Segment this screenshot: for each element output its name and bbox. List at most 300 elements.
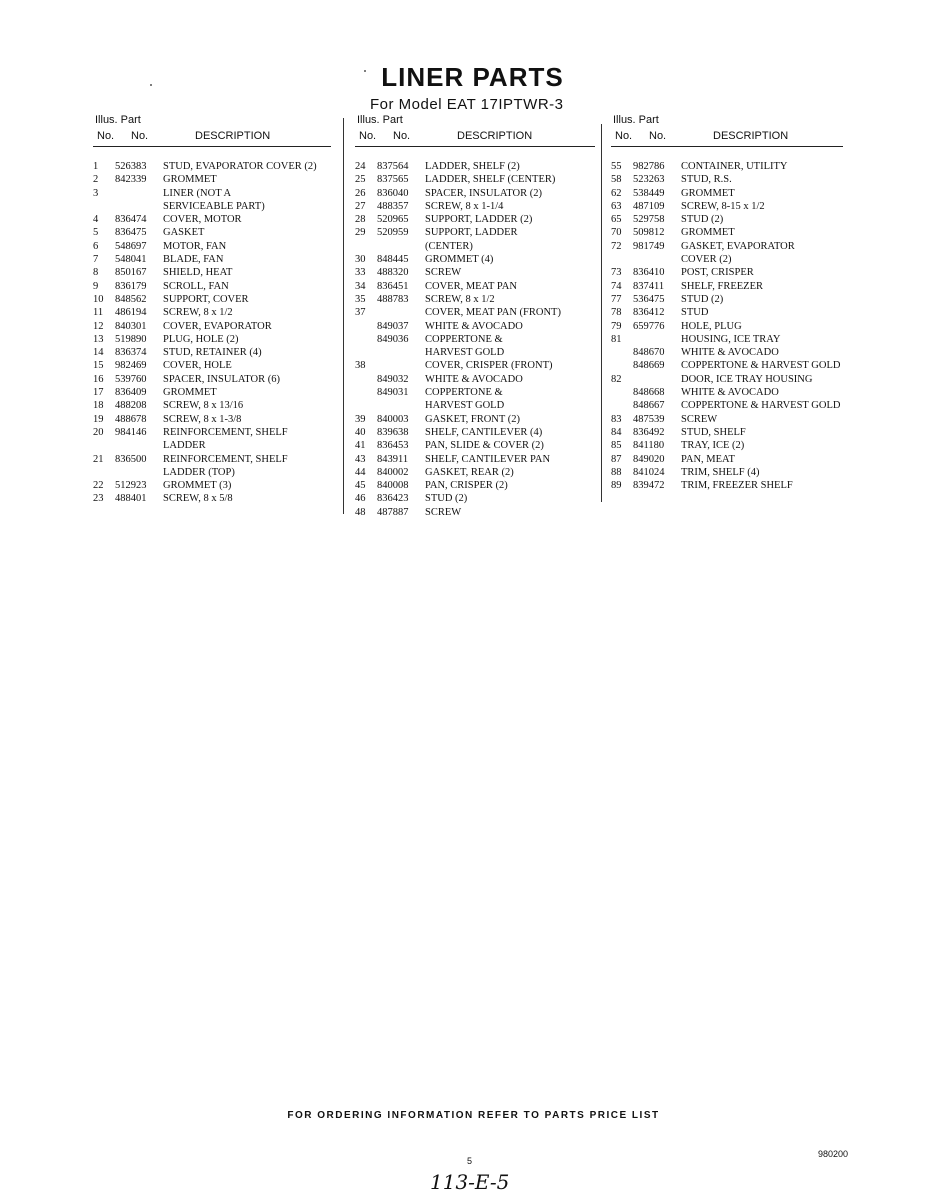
header-illus-part: Illus. Part — [357, 114, 403, 126]
column-divider — [601, 124, 602, 502]
part-row — [611, 346, 871, 359]
part-number: 526383 — [115, 161, 147, 172]
illus-number: 27 — [355, 200, 366, 212]
part-number: 982786 — [633, 161, 665, 172]
part-row — [93, 293, 343, 306]
part-row — [93, 466, 343, 479]
part-row — [355, 426, 605, 439]
part-description: HOLE, PLUG — [681, 320, 742, 332]
part-row — [93, 453, 343, 466]
illus-number: 14 — [93, 347, 104, 359]
illus-number: 82 — [611, 373, 622, 385]
part-description: PAN, CRISPER (2) — [425, 480, 508, 492]
part-description: STUD (2) — [681, 293, 724, 305]
illus-number: 79 — [611, 320, 622, 332]
illus-number: 41 — [355, 440, 366, 452]
part-number: 536475 — [633, 293, 665, 305]
illus-number: 40 — [355, 426, 366, 438]
part-description: HARVEST GOLD — [425, 347, 505, 359]
part-description: PAN, MEAT — [681, 453, 735, 465]
part-description: GASKET, REAR (2) — [425, 466, 514, 478]
illus-number: 23 — [93, 493, 104, 505]
illus-number: 13 — [93, 333, 104, 345]
part-number: 488678 — [115, 413, 147, 425]
part-description: LADDER (TOP) — [163, 466, 235, 478]
part-row — [611, 320, 871, 333]
part-number: 848667 — [633, 400, 665, 412]
part-number: 981749 — [633, 240, 665, 252]
part-description: WHITE & AVOCADO — [681, 387, 779, 399]
part-row — [355, 399, 605, 412]
illus-number: 12 — [93, 320, 104, 332]
illus-number: 11 — [93, 307, 104, 319]
part-row — [355, 373, 605, 386]
part-number: 488208 — [115, 400, 147, 412]
part-description: GROMMET — [681, 187, 735, 199]
part-description: SCREW — [681, 413, 718, 425]
part-row — [355, 333, 605, 346]
part-description: STUD, R.S. — [681, 174, 732, 186]
part-row — [355, 306, 605, 319]
part-row — [355, 213, 605, 226]
page-number: 5 — [467, 1156, 473, 1166]
parts-column-2 — [355, 114, 605, 519]
part-number: 488320 — [377, 267, 409, 279]
part-row — [355, 506, 605, 519]
part-description: GASKET, FRONT (2) — [425, 413, 520, 425]
header-description: DESCRIPTION — [195, 130, 271, 142]
illus-number: 4 — [93, 214, 99, 226]
part-number: 659776 — [633, 320, 665, 332]
illus-number: 39 — [355, 413, 366, 425]
header-illus-no: No. — [359, 130, 377, 142]
illus-number: 16 — [93, 373, 104, 385]
part-row — [611, 453, 871, 466]
illus-number: 30 — [355, 254, 366, 266]
illus-number: 37 — [355, 307, 366, 319]
column-header — [611, 114, 871, 148]
part-description: TRIM, SHELF (4) — [681, 466, 760, 478]
part-row — [93, 439, 343, 452]
part-row — [93, 253, 343, 266]
part-row — [611, 187, 871, 200]
part-row — [611, 226, 871, 239]
part-description: GASKET, EVAPORATOR — [681, 240, 795, 252]
part-description: COVER, HOLE — [163, 360, 232, 372]
part-row — [611, 293, 871, 306]
part-number: 841024 — [633, 466, 665, 478]
part-row — [355, 173, 605, 186]
illus-number: 70 — [611, 227, 622, 239]
part-number: 486194 — [115, 307, 147, 319]
part-number: 849031 — [377, 387, 409, 399]
part-row — [93, 187, 343, 200]
part-number: 841180 — [633, 440, 665, 452]
part-description: GROMMET — [163, 387, 217, 399]
page-title: LINER PARTS — [381, 62, 564, 92]
speck — [364, 70, 366, 72]
part-number: 487109 — [633, 200, 665, 212]
illus-number: 77 — [611, 293, 622, 305]
part-number: 487539 — [633, 413, 665, 425]
part-description: SCREW, 8-15 x 1/2 — [681, 200, 765, 212]
part-row — [611, 333, 871, 346]
part-row — [93, 160, 343, 173]
illus-number: 35 — [355, 293, 366, 305]
illus-number: 87 — [611, 453, 622, 465]
illus-number: 22 — [93, 480, 104, 492]
part-description: TRIM, FREEZER SHELF — [681, 480, 793, 492]
part-description: SCREW, 8 x 1-1/4 — [425, 200, 504, 212]
part-row — [93, 386, 343, 399]
part-description: SCREW, 8 x 1/2 — [425, 293, 495, 305]
part-number: 836040 — [377, 187, 409, 199]
part-number: 849032 — [377, 373, 409, 385]
part-row — [355, 253, 605, 266]
part-description: STUD, EVAPORATOR COVER (2) — [163, 161, 317, 172]
part-description: LADDER, SHELF (2) — [425, 161, 520, 172]
illus-number: 15 — [93, 360, 104, 372]
part-number: 836410 — [633, 267, 665, 279]
part-description: STUD, RETAINER (4) — [163, 347, 262, 359]
part-row — [93, 426, 343, 439]
part-description: COPPERTONE & HARVEST GOLD — [681, 400, 841, 412]
illus-number: 29 — [355, 227, 366, 239]
part-number: 840008 — [377, 480, 409, 492]
part-number: 848668 — [633, 387, 665, 399]
part-number: 520965 — [377, 214, 409, 226]
part-number: 520959 — [377, 227, 409, 239]
part-number: 984146 — [115, 426, 147, 438]
part-row — [355, 266, 605, 279]
part-description: GROMMET (4) — [425, 254, 494, 266]
header-illus-no: No. — [615, 130, 633, 142]
part-row — [355, 187, 605, 200]
part-number: 837564 — [377, 161, 409, 172]
part-row — [611, 160, 871, 173]
part-row — [355, 413, 605, 426]
part-row — [355, 466, 605, 479]
part-description: STUD, SHELF — [681, 426, 746, 438]
part-row — [611, 479, 871, 492]
part-number: 848670 — [633, 347, 665, 359]
part-description: BLADE, FAN — [163, 254, 224, 266]
part-row — [93, 413, 343, 426]
part-description: SUPPORT, COVER — [163, 293, 249, 305]
part-row — [93, 213, 343, 226]
part-description: STUD — [681, 307, 709, 319]
illus-number: 26 — [355, 187, 366, 199]
part-row — [611, 266, 871, 279]
header-description: DESCRIPTION — [457, 130, 533, 142]
part-number: 842339 — [115, 174, 147, 186]
part-description: COVER, MEAT PAN (FRONT) — [425, 307, 561, 319]
part-description: CONTAINER, UTILITY — [681, 161, 788, 172]
part-row — [611, 359, 871, 372]
part-number: 488401 — [115, 493, 147, 505]
illus-number: 25 — [355, 174, 366, 186]
illus-number: 85 — [611, 440, 622, 452]
illus-number: 74 — [611, 280, 622, 292]
part-number: 519890 — [115, 333, 147, 345]
part-description: SHELF, CANTILEVER (4) — [425, 426, 543, 438]
illus-number: 9 — [93, 280, 99, 292]
part-number: 843911 — [377, 453, 409, 465]
part-number: 836475 — [115, 227, 147, 239]
illus-number: 83 — [611, 413, 622, 425]
header-description: DESCRIPTION — [713, 130, 789, 142]
part-number: 849037 — [377, 320, 409, 332]
part-number: 840003 — [377, 413, 409, 425]
illus-number: 8 — [93, 267, 99, 279]
part-number: 848562 — [115, 293, 147, 305]
part-row — [355, 492, 605, 505]
parts-column-3 — [611, 114, 871, 492]
illus-number: 88 — [611, 466, 622, 478]
part-description: SCREW, 8 x 5/8 — [163, 493, 233, 505]
part-number: 836451 — [377, 280, 409, 292]
part-description: (CENTER) — [425, 240, 473, 252]
part-description: COVER, MOTOR — [163, 214, 242, 226]
part-description: REINFORCEMENT, SHELF — [163, 426, 288, 438]
column-divider — [343, 118, 344, 514]
header-illus-no: No. — [97, 130, 115, 142]
part-number: 539760 — [115, 373, 147, 385]
part-row — [611, 173, 871, 186]
part-number: 849036 — [377, 333, 409, 345]
header-part-no: No. — [649, 130, 667, 142]
illus-number: 20 — [93, 426, 104, 438]
speck — [150, 84, 152, 86]
part-row — [611, 240, 871, 253]
part-number: 840301 — [115, 320, 147, 332]
illus-number: 33 — [355, 267, 366, 279]
part-number: 840002 — [377, 466, 409, 478]
part-description: POST, CRISPER — [681, 267, 754, 279]
illus-number: 5 — [93, 227, 99, 239]
part-row — [355, 359, 605, 372]
part-row — [355, 439, 605, 452]
part-description: STUD (2) — [681, 214, 724, 226]
part-description: SPACER, INSULATOR (2) — [425, 187, 542, 199]
part-number: 839638 — [377, 426, 409, 438]
part-description: LADDER — [163, 440, 206, 452]
part-number: 848669 — [633, 360, 665, 372]
part-number: 488783 — [377, 293, 409, 305]
part-description: REINFORCEMENT, SHELF — [163, 453, 288, 465]
part-row — [355, 226, 605, 239]
illus-number: 24 — [355, 161, 366, 172]
part-description: COPPERTONE & — [425, 333, 503, 345]
part-row — [93, 200, 343, 213]
illus-number: 81 — [611, 333, 622, 345]
illus-number: 48 — [355, 506, 366, 518]
part-description: PLUG, HOLE (2) — [163, 333, 239, 345]
part-row — [93, 346, 343, 359]
part-number: 548041 — [115, 254, 147, 266]
illus-number: 21 — [93, 453, 104, 465]
part-number: 982469 — [115, 360, 147, 372]
part-number: 487887 — [377, 506, 409, 518]
part-row — [611, 213, 871, 226]
part-description: SCREW, 8 x 1-3/8 — [163, 413, 242, 425]
part-row — [93, 173, 343, 186]
part-description: HARVEST GOLD — [425, 400, 505, 412]
illus-number: 6 — [93, 240, 99, 252]
part-description: COVER (2) — [681, 254, 732, 266]
part-description: COPPERTONE & HARVEST GOLD — [681, 360, 841, 372]
part-description: SERVICEABLE PART) — [163, 200, 265, 212]
part-row — [93, 266, 343, 279]
part-number: 836374 — [115, 347, 147, 359]
part-number: 849020 — [633, 453, 665, 465]
part-row — [93, 320, 343, 333]
illus-number: 84 — [611, 426, 622, 438]
illus-number: 18 — [93, 400, 104, 412]
illus-number: 7 — [93, 254, 99, 266]
part-description: WHITE & AVOCADO — [681, 347, 779, 359]
part-row — [93, 280, 343, 293]
part-description: SPACER, INSULATOR (6) — [163, 373, 280, 385]
part-number: 836453 — [377, 440, 409, 452]
part-row — [93, 333, 343, 346]
part-description: SCREW — [425, 267, 462, 279]
illus-number: 58 — [611, 174, 622, 186]
illus-number: 3 — [93, 187, 99, 199]
part-row — [611, 200, 871, 213]
part-row — [93, 479, 343, 492]
header-rule — [355, 146, 595, 147]
part-row — [611, 426, 871, 439]
header-rule — [611, 146, 843, 147]
column-header — [93, 114, 343, 148]
part-number: 836500 — [115, 453, 147, 465]
part-number: 848445 — [377, 254, 409, 266]
illus-number: 2 — [93, 174, 99, 186]
part-description: COVER, MEAT PAN — [425, 280, 517, 292]
part-description: LADDER, SHELF (CENTER) — [425, 174, 556, 186]
part-row — [355, 280, 605, 293]
part-description: COPPERTONE & — [425, 387, 503, 399]
part-row — [93, 226, 343, 239]
part-number: 837411 — [633, 280, 665, 292]
part-description: HOUSING, ICE TRAY — [681, 333, 781, 345]
model-subtitle: For Model EAT 17IPTWR-3 — [370, 96, 564, 113]
part-description: SCREW, 8 x 13/16 — [163, 400, 244, 412]
document-code: 980200 — [818, 1149, 849, 1159]
part-description: DOOR, ICE TRAY HOUSING — [681, 373, 813, 385]
part-description: COVER, EVAPORATOR — [163, 320, 272, 332]
part-description: WHITE & AVOCADO — [425, 320, 523, 332]
illus-number: 62 — [611, 187, 622, 199]
part-number: 548697 — [115, 240, 147, 252]
part-description: GROMMET — [681, 227, 735, 239]
part-description: MOTOR, FAN — [163, 240, 227, 252]
illus-number: 78 — [611, 307, 622, 319]
part-number: 836409 — [115, 387, 147, 399]
illus-number: 10 — [93, 293, 104, 305]
header-rule — [93, 146, 331, 147]
part-row — [93, 399, 343, 412]
part-row — [611, 439, 871, 452]
part-number: 523263 — [633, 174, 665, 186]
part-number: 850167 — [115, 267, 147, 279]
part-number: 509812 — [633, 227, 665, 239]
part-number: 529758 — [633, 214, 665, 226]
illus-number: 65 — [611, 214, 622, 226]
part-description: GROMMET — [163, 174, 217, 186]
illus-number: 38 — [355, 360, 366, 372]
illus-number: 73 — [611, 267, 622, 279]
part-number: 836412 — [633, 307, 665, 319]
illus-number: 28 — [355, 214, 366, 226]
part-row — [611, 399, 871, 412]
part-row — [355, 386, 605, 399]
header-illus-part: Illus. Part — [613, 114, 659, 126]
part-number: 488357 — [377, 200, 409, 212]
part-number: 512923 — [115, 480, 147, 492]
part-row — [611, 373, 871, 386]
illus-number: 43 — [355, 453, 366, 465]
ordering-footer: FOR ORDERING INFORMATION REFER TO PARTS PRICE LIST — [287, 1110, 660, 1121]
illus-number: 45 — [355, 480, 366, 492]
part-description: STUD (2) — [425, 493, 468, 505]
part-row — [611, 386, 871, 399]
illus-number: 55 — [611, 161, 622, 172]
part-description: SHELF, FREEZER — [681, 280, 764, 292]
illus-number: 72 — [611, 240, 622, 252]
illus-number: 17 — [93, 387, 104, 399]
part-row — [355, 320, 605, 333]
part-row — [355, 293, 605, 306]
part-description: SCROLL, FAN — [163, 280, 229, 292]
part-row — [611, 466, 871, 479]
part-row — [93, 359, 343, 372]
illus-number: 89 — [611, 480, 622, 492]
part-row — [93, 240, 343, 253]
part-number: 538449 — [633, 187, 665, 199]
part-description: SCREW — [425, 506, 462, 518]
illus-number: 63 — [611, 200, 622, 212]
part-description: TRAY, ICE (2) — [681, 440, 745, 452]
illus-number: 19 — [93, 413, 104, 425]
part-row — [355, 346, 605, 359]
part-row — [355, 240, 605, 253]
part-row — [611, 253, 871, 266]
part-description: LINER (NOT A — [163, 187, 232, 199]
part-row — [611, 413, 871, 426]
header-illus-part: Illus. Part — [95, 114, 141, 126]
part-number: 836474 — [115, 214, 147, 226]
part-description: GROMMET (3) — [163, 480, 232, 492]
illus-number: 44 — [355, 466, 366, 478]
part-description: SUPPORT, LADDER — [425, 227, 518, 239]
part-description: SHIELD, HEAT — [163, 267, 233, 279]
part-row — [93, 492, 343, 505]
part-description: SCREW, 8 x 1/2 — [163, 307, 233, 319]
illus-number: 1 — [93, 161, 99, 172]
part-row — [355, 479, 605, 492]
part-row — [355, 160, 605, 173]
column-header — [355, 114, 605, 148]
part-number: 836423 — [377, 493, 409, 505]
header-part-no: No. — [131, 130, 149, 142]
part-row — [93, 373, 343, 386]
part-row — [355, 200, 605, 213]
part-row — [611, 306, 871, 319]
part-row — [611, 280, 871, 293]
part-number: 839472 — [633, 480, 665, 492]
